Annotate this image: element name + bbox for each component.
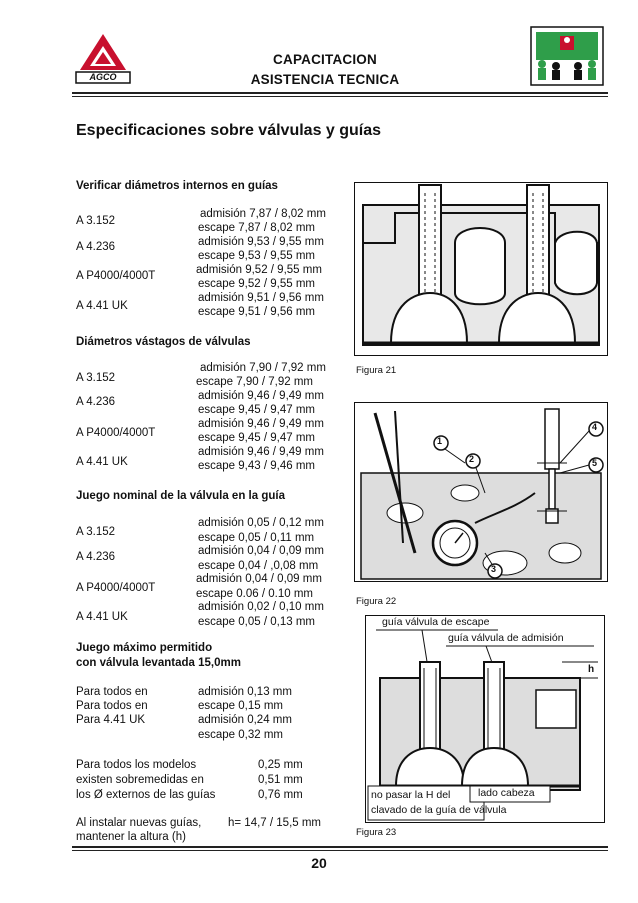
page-number: 20 xyxy=(311,855,327,871)
clearance-value-b: escape 0,05 / 0,11 mm xyxy=(198,532,315,544)
figure-22 xyxy=(354,402,608,582)
oversize-line: Para todos los modelos xyxy=(76,759,197,771)
footer-rule xyxy=(72,846,608,848)
guides-value-b: escape 7,87 / 8,02 mm xyxy=(198,222,315,234)
footer-rule-thin xyxy=(72,850,608,851)
callout-3: 3 xyxy=(491,564,497,574)
guides-model: A P4000/4000T xyxy=(76,270,156,282)
guides-value-b: escape 9,53 / 9,55 mm xyxy=(198,250,315,262)
header-rule-thin xyxy=(72,96,608,97)
dial-gauge-drawing xyxy=(355,403,607,581)
guides-value-a: admisión 7,87 / 8,02 mm xyxy=(200,208,326,220)
guides-value-b: escape 9,51 / 9,56 mm xyxy=(198,306,315,318)
callout-4: 4 xyxy=(592,422,598,432)
note-head-side: lado cabeza xyxy=(478,787,535,799)
clearance-value-a: admisión 0,04 / 0,09 mm xyxy=(198,545,324,557)
stems-value-b: escape 7,90 / 7,92 mm xyxy=(196,376,313,388)
clearance-value-b: escape 0,05 / 0,13 mm xyxy=(198,616,315,628)
note-line2: clavado de la guía de válvula xyxy=(371,804,507,816)
guides-model: A 3.152 xyxy=(76,215,116,227)
stems-value-b: escape 9,45 / 9,47 mm xyxy=(198,432,315,444)
install-line1: Al instalar nuevas guías, xyxy=(76,817,202,829)
max-play-value: escape 0,15 mm xyxy=(198,700,284,712)
stems-model: A 3.152 xyxy=(76,372,116,384)
figure-21 xyxy=(354,182,608,356)
section-title-stems: Diámetros vástagos de válvulas xyxy=(76,336,251,348)
section-title-clearance: Juego nominal de la válvula en la guía xyxy=(76,490,285,502)
figure-23-caption: Figura 23 xyxy=(356,827,397,838)
callout-1: 1 xyxy=(437,436,443,446)
clearance-model: A P4000/4000T xyxy=(76,582,156,594)
max-play-label: Para todos en xyxy=(76,700,148,712)
stems-model: A P4000/4000T xyxy=(76,427,156,439)
stems-value-a: admisión 7,90 / 7,92 mm xyxy=(200,362,326,374)
oversize-value: 0,25 mm xyxy=(258,759,303,771)
callout-5: 5 xyxy=(592,458,598,468)
guides-value-a: admisión 9,52 / 9,55 mm xyxy=(196,264,322,276)
header-title-line2: ASISTENCIA TECNICA xyxy=(250,72,400,87)
label-exhaust-guide: guía válvula de escape xyxy=(382,616,490,628)
figure-21-caption: Figura 21 xyxy=(356,365,397,376)
max-play-value: admisión 0,24 mm xyxy=(198,714,292,726)
figure-22-caption: Figura 22 xyxy=(356,596,397,607)
training-badge-icon xyxy=(530,26,604,86)
max-play-value: admisión 0,13 mm xyxy=(198,686,292,698)
clearance-value-a: admisión 0,02 / 0,10 mm xyxy=(198,601,324,613)
label-intake-guide: guía válvula de admisión xyxy=(448,632,564,644)
stems-value-b: escape 9,43 / 9,46 mm xyxy=(198,460,315,472)
clearance-model: A 4.41 UK xyxy=(76,611,128,623)
section-title-max-play: Juego máximo permitido xyxy=(76,642,213,654)
section-title-guides: Verificar diámetros internos en guías xyxy=(76,180,278,192)
max-play-value: escape 0,32 mm xyxy=(198,729,284,741)
oversize-line: los Ø externos de las guías xyxy=(76,789,216,801)
clearance-model: A 3.152 xyxy=(76,526,116,538)
guides-value-b: escape 9,52 / 9,55 mm xyxy=(198,278,315,290)
agco-logo-text: AGCO xyxy=(89,72,117,82)
figure-23 xyxy=(365,615,605,823)
guides-value-a: admisión 9,53 / 9,55 mm xyxy=(198,236,324,248)
page-heading: Especificaciones sobre válvulas y guías xyxy=(76,122,382,139)
clearance-model: A 4.236 xyxy=(76,551,116,563)
max-play-label: Para 4.41 UK xyxy=(76,714,146,726)
note-line1: no pasar la H del xyxy=(371,789,451,801)
header-rule xyxy=(72,92,608,94)
label-h: h xyxy=(588,664,595,675)
agco-logo xyxy=(74,32,132,84)
header-title-line1: CAPACITACION xyxy=(273,52,377,67)
guides-model: A 4.236 xyxy=(76,241,116,253)
clearance-value-a: admisión 0,04 / 0,09 mm xyxy=(196,573,322,585)
stems-value-b: escape 9,45 / 9,47 mm xyxy=(198,404,315,416)
oversize-line: existen sobremedidas en xyxy=(76,774,204,786)
install-value: h= 14,7 / 15,5 mm xyxy=(228,817,322,829)
stems-value-a: admisión 9,46 / 9,49 mm xyxy=(198,446,324,458)
max-play-label: Para todos en xyxy=(76,686,148,698)
stems-model: A 4.41 UK xyxy=(76,456,128,468)
stems-value-a: admisión 9,46 / 9,49 mm xyxy=(198,390,324,402)
clearance-value-a: admisión 0,05 / 0,12 mm xyxy=(198,517,324,529)
stems-model: A 4.236 xyxy=(76,396,116,408)
clearance-value-b: escape 0.06 / 0.10 mm xyxy=(196,588,313,600)
guides-value-a: admisión 9,51 / 9,56 mm xyxy=(198,292,324,304)
install-line2: mantener la altura (h) xyxy=(76,831,186,843)
callout-2: 2 xyxy=(469,454,475,464)
clearance-value-b: escape 0,04 / ,0,08 mm xyxy=(198,560,319,572)
oversize-value: 0,51 mm xyxy=(258,774,303,786)
guides-model: A 4.41 UK xyxy=(76,300,128,312)
oversize-value: 0,76 mm xyxy=(258,789,303,801)
stems-value-a: admisión 9,46 / 9,49 mm xyxy=(198,418,324,430)
valve-guides-section-drawing xyxy=(355,183,607,355)
section-title-max-play-line2: con válvula levantada 15,0mm xyxy=(76,657,241,669)
